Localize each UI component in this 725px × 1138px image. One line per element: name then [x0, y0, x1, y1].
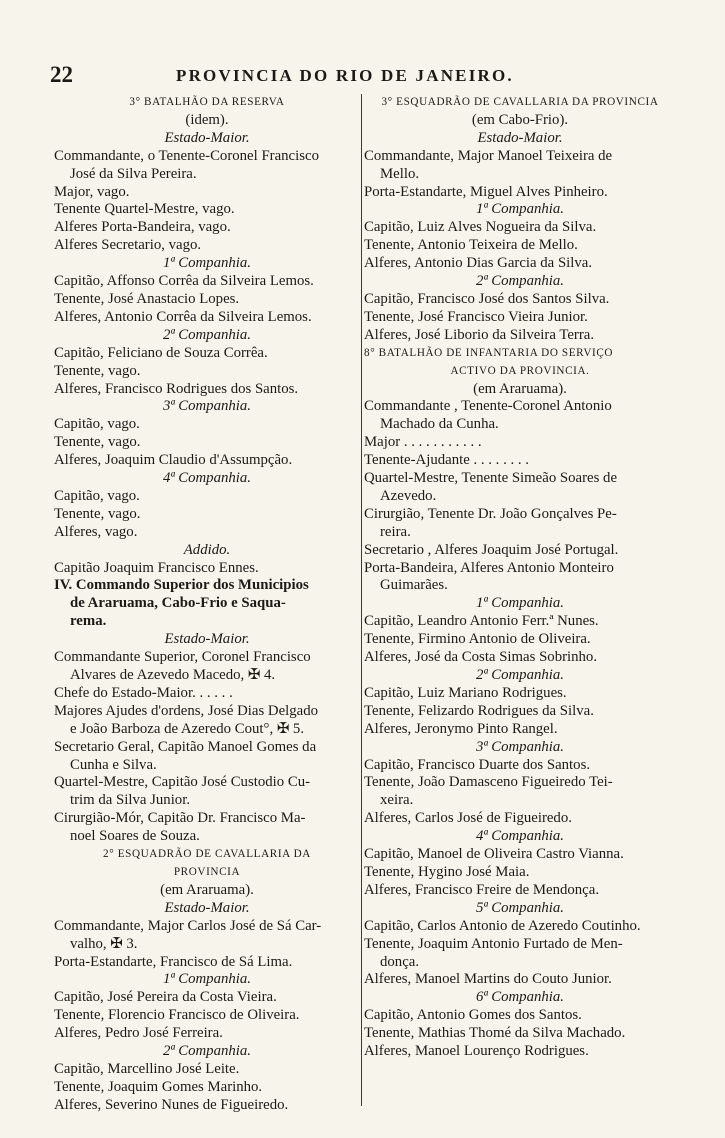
right-line: Tenente, Joaquim Antonio Furtado de Men- — [364, 935, 623, 952]
right-line: 3° ESQUADRÃO DE CAVALLARIA DA PROVINCIA — [381, 96, 659, 108]
left-line: IV. Commando Superior dos Municipios — [54, 577, 309, 594]
right-line: (em Araruama). — [473, 380, 567, 397]
right-line: 1ª Companhia. — [476, 201, 564, 218]
right-line: Capitão, Francisco Duarte dos Santos. — [364, 756, 591, 773]
right-line: Tenente, João Damasceno Figueiredo Tei- — [364, 774, 613, 791]
left-line: Addido. — [183, 541, 231, 558]
right-line: Capitão, Manoel de Oliveira Castro Vianna. — [364, 846, 624, 863]
left-line: Majores Ajudes d'ordens, José Dias Delgado — [54, 702, 319, 719]
right-line: Alferes, Francisco Freire de Mendonça. — [364, 881, 600, 898]
left-line: Tenente, Joaquim Gomes Marinho. — [54, 1078, 263, 1095]
right-line: Porta-Estandarte, Miguel Alves Pinheiro. — [364, 183, 608, 200]
left-line: Capitão, vago. — [54, 487, 140, 504]
right-line: Quartel-Mestre, Tenente Simeão Soares de — [364, 470, 618, 487]
left-line: valho, ✠ 3. — [70, 935, 138, 952]
left-line: de Araruama, Cabo-Frio e Saqua- — [70, 595, 286, 612]
left-line: Porta-Estandarte, Francisco de Sá Lima. — [54, 953, 293, 970]
left-line: Capitão, Marcellino José Leite. — [54, 1060, 240, 1077]
left-line: Capitão, José Pereira da Costa Vieira. — [54, 989, 277, 1006]
right-line: Capitão, Francisco José dos Santos Silva. — [364, 290, 610, 307]
left-line: Capitão Joaquim Francisco Ennes. — [54, 559, 259, 576]
right-line: Alferes, Carlos José de Figueiredo. — [364, 810, 572, 827]
page-number: 22 — [50, 62, 73, 87]
left-line: Commandante Superior, Coronel Francisco — [54, 649, 311, 666]
right-line: Capitão, Luiz Mariano Rodrigues. — [364, 684, 567, 701]
right-line: ACTIVO DA PROVINCIA. — [450, 364, 590, 377]
right-line: Mello. — [380, 165, 420, 182]
right-line: 2ª Companhia. — [476, 667, 564, 683]
left-line: Commandante, Major Carlos José de Sá Car- — [54, 917, 322, 934]
left-line: Estado-Maior. — [164, 631, 250, 648]
right-line: Guimarães. — [380, 577, 448, 594]
left-line: trim da Silva Junior. — [70, 792, 191, 809]
left-line: Estado-Maior. — [164, 129, 250, 146]
right-line: Azevedo. — [380, 487, 437, 504]
column-divider — [361, 94, 362, 1106]
left-line: (idem). — [185, 111, 229, 128]
left-line: rema. — [70, 613, 107, 630]
left-line: Capitão, vago. — [54, 416, 140, 433]
left-line: 2ª Companhia. — [163, 1043, 251, 1060]
left-line: Alferes, Severino Nunes de Figueiredo. — [54, 1096, 289, 1113]
page-title: PROVINCIA DO RIO DE JANEIRO. — [176, 66, 514, 85]
right-line: Estado-Maior. — [477, 129, 563, 146]
left-line: Tenente Quartel-Mestre, vago. — [54, 201, 235, 218]
right-line: Capitão, Antonio Gomes dos Santos. — [364, 1007, 582, 1024]
left-line: Alferes, Francisco Rodrigues dos Santos. — [54, 380, 299, 397]
right-line: Tenente, José Francisco Vieira Junior. — [364, 308, 588, 325]
left-line: Alvares de Azevedo Macedo, ✠ 4. — [70, 667, 276, 683]
left-line: Capitão, Feliciano de Souza Corrêa. — [54, 344, 268, 361]
left-line: Capitão, Affonso Corrêa da Silveira Lemos. — [54, 273, 314, 290]
left-line: Alferes, Pedro José Ferreira. — [54, 1025, 223, 1042]
right-line: Commandante, Major Manoel Teixeira de — [364, 147, 613, 164]
right-line: 5ª Companhia. — [476, 899, 564, 916]
right-line: xeira. — [380, 792, 414, 809]
right-line: 6ª Companhia. — [476, 989, 564, 1006]
right-line: Tenente, Felizardo Rodrigues da Silva. — [364, 702, 594, 719]
right-line: Secretario , Alferes Joaquim José Portugal. — [364, 541, 619, 558]
left-line: noel Soares de Souza. — [70, 828, 200, 845]
left-line: Alferes, Joaquim Claudio d'Assumpção. — [54, 452, 293, 469]
right-line: Capitão, Leandro Antonio Ferr.ª Nunes. — [364, 613, 599, 630]
left-column — [54, 94, 360, 1115]
left-line: Tenente, José Anastacio Lopes. — [54, 290, 240, 307]
left-line: Commandante, o Tenente-Coronel Francisco — [54, 147, 319, 164]
left-line: Alferes Porta-Bandeira, vago. — [54, 219, 231, 236]
right-line: Alferes, Manoel Martins do Couto Junior. — [364, 971, 612, 988]
left-line: e João Barboza de Azeredo Cout°, ✠ 5. — [70, 720, 305, 737]
left-line: 1ª Companhia. — [163, 971, 251, 988]
left-line: 3ª Companhia. — [163, 398, 251, 415]
left-line: Alferes Secretario, vago. — [54, 237, 202, 254]
right-line: Cirurgião, Tenente Dr. João Gonçalves Pe- — [364, 505, 617, 522]
left-line: 1ª Companhia. — [163, 255, 251, 272]
right-line: Tenente, Firmino Antonio de Oliveira. — [364, 631, 591, 648]
left-line: Alferes, Antonio Corrêa da Silveira Lemos. — [54, 308, 312, 325]
right-line: Capitão, Carlos Antonio de Azeredo Coutinho. — [364, 917, 641, 934]
right-line: 1ª Companhia. — [476, 595, 564, 612]
right-line: Machado da Cunha. — [380, 416, 499, 433]
left-line: 4ª Companhia. — [163, 470, 251, 487]
left-line: Tenente, vago. — [54, 362, 141, 379]
right-line: Tenente, Antonio Teixeira de Mello. — [364, 237, 578, 254]
left-line: 3° BATALHÃO DA RESERVA — [129, 96, 285, 108]
page-header — [0, 62, 725, 88]
right-line: 3ª Companhia. — [476, 738, 564, 755]
right-line: 4ª Companhia. — [476, 828, 564, 845]
left-line: Major, vago. — [54, 183, 130, 200]
left-line: Tenente, vago. — [54, 505, 141, 522]
right-line: Major . . . . . . . . . . . — [364, 434, 482, 451]
right-line: Porta-Bandeira, Alferes Antonio Monteiro — [364, 559, 614, 576]
left-line: (em Araruama). — [160, 881, 254, 898]
left-line: Tenente, Florencio Francisco de Oliveira. — [54, 1007, 300, 1024]
left-line: Cunha e Silva. — [70, 756, 157, 773]
left-line: José da Silva Pereira. — [70, 165, 197, 182]
left-line: Chefe do Estado-Maior. . . . . . — [54, 684, 233, 701]
left-line: 2° ESQUADRÃO DE CAVALLARIA DA — [103, 848, 311, 861]
right-line: Alferes, José Liborio da Silveira Terra. — [364, 326, 595, 343]
left-line: Tenente, vago. — [54, 434, 141, 451]
right-line: 8° BATALHÃO DE INFANTARIA DO SERVIÇO — [364, 346, 614, 359]
right-line: reira. — [380, 523, 411, 540]
right-line: Alferes, Jeronymo Pinto Rangel. — [364, 720, 558, 737]
left-line: 2ª Companhia. — [163, 326, 251, 343]
right-line: (em Cabo-Frio). — [471, 111, 569, 128]
right-line: Alferes, Antonio Dias Garcia da Silva. — [364, 255, 593, 272]
right-line: Commandante , Tenente-Coronel Antonio — [364, 398, 612, 415]
right-line: Capitão, Luiz Alves Nogueira da Silva. — [364, 219, 597, 236]
right-line: donça. — [380, 953, 420, 970]
right-line: Tenente-Ajudante . . . . . . . . — [364, 452, 529, 469]
right-column — [364, 94, 676, 1061]
right-line: Tenente, Hygino José Maia. — [364, 863, 530, 880]
left-line: Quartel-Mestre, Capitão José Custodio Cu- — [54, 774, 311, 791]
right-line: 2ª Companhia. — [476, 273, 564, 290]
left-line: Estado-Maior. — [164, 899, 250, 916]
left-line: Secretario Geral, Capitão Manoel Gomes da — [54, 738, 317, 755]
left-line: Alferes, vago. — [54, 523, 138, 540]
right-line: Alferes, Manoel Lourenço Rodrigues. — [364, 1043, 589, 1060]
right-line: Alferes, José da Costa Simas Sobrinho. — [364, 649, 598, 666]
left-line: Cirurgião-Mór, Capitão Dr. Francisco Ma- — [54, 810, 306, 827]
left-line: PROVINCIA — [173, 865, 241, 878]
right-line: Tenente, Mathias Thomé da Silva Machado. — [364, 1025, 626, 1042]
